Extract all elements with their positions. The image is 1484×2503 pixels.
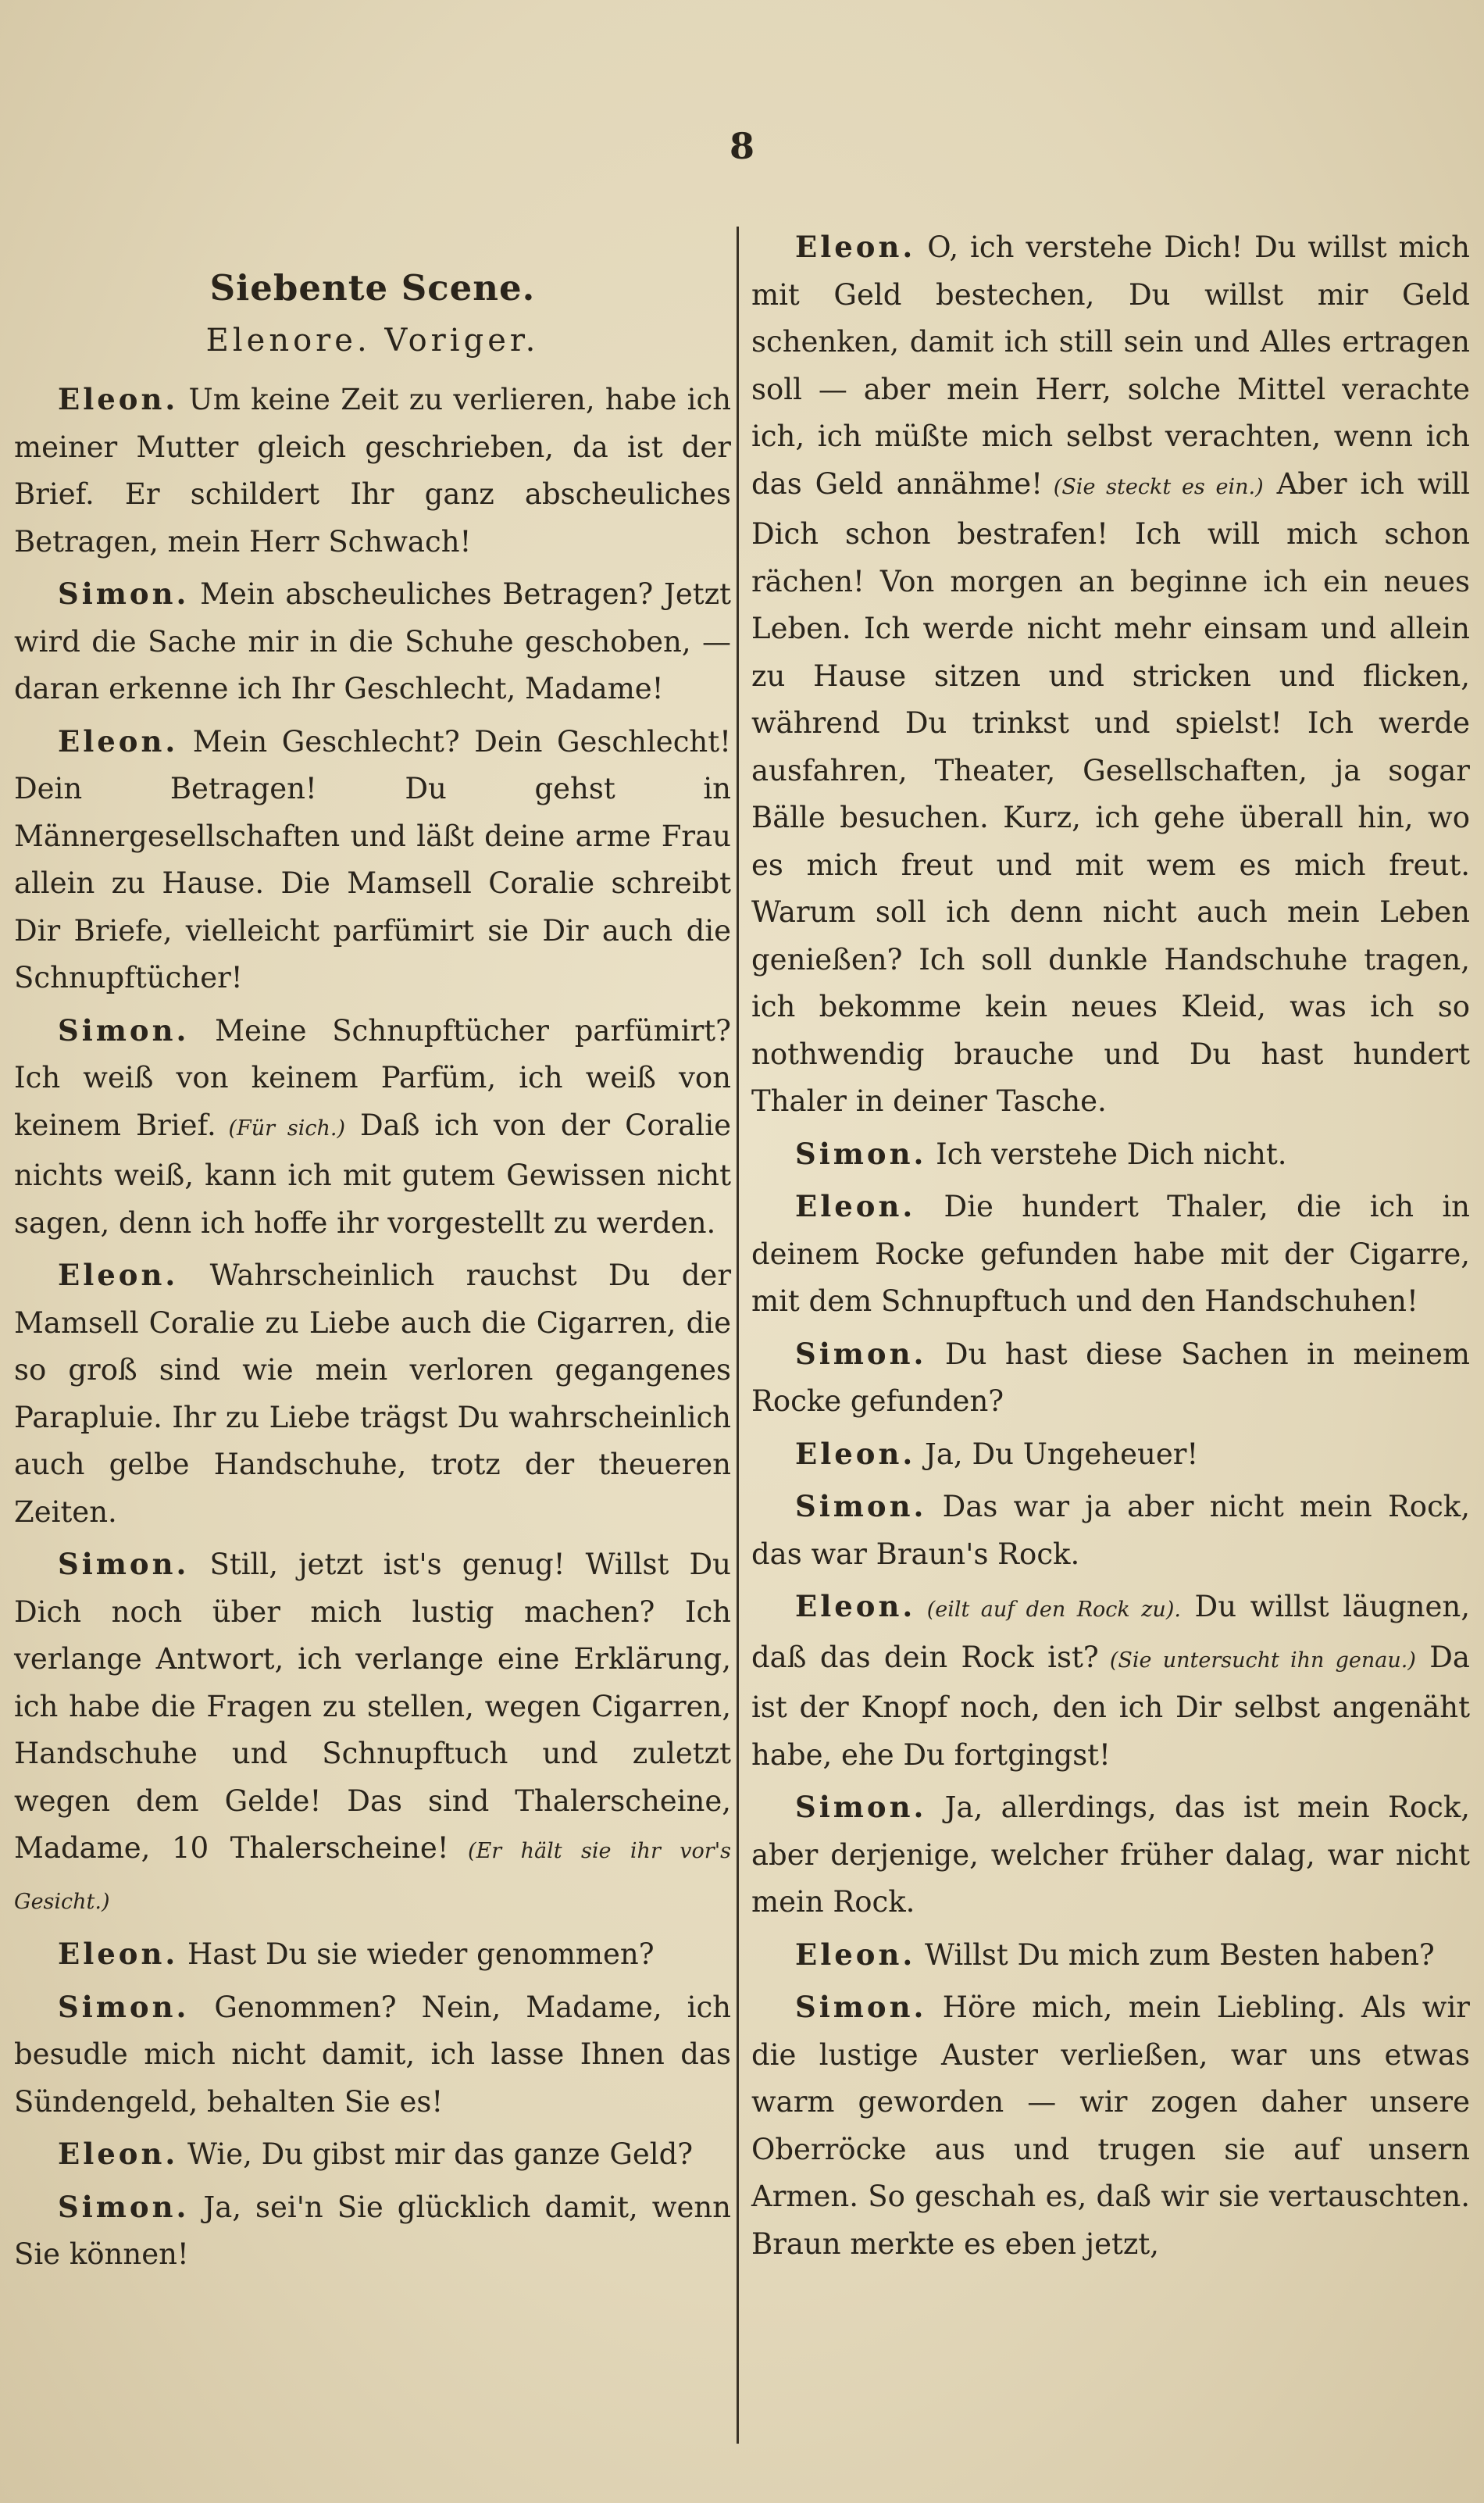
scene-cast: Elenore. Voriger. [205, 323, 540, 359]
dialogue-text: Die hundert Thaler, die ich in deinem Rocke gefunden habe mit der Cigarre, mit dem Schnupftuch und den Handschuhen! [751, 1190, 1470, 1318]
dialogue-paragraph [751, 1784, 1470, 1926]
dialogue-text: Hast Du sie wieder genommen? [178, 1937, 655, 1971]
speaker-name: Simon. [795, 1990, 927, 2024]
dialogue-text: Da ist der Knopf noch, den ich Dir selbst angenäht habe, ehe Du fortgingst! [751, 1640, 1470, 1772]
column-divider [737, 227, 739, 2444]
speaker-name: Eleon. [58, 382, 179, 416]
dialogue-text: Meine Schnupftücher parfümirt? Ich weiß von keinem Parfüm, ich weiß von keinem Brief. [14, 1013, 731, 1142]
dialogue-text: Mein Geschlecht? Dein Geschlecht! Dein Betragen! Du gehst in Männergesellschaften und läßt deine arme Frau allein zu Hause. Die Mamsell Coralie schreibt Dir Briefe, vielleicht parfümirt sie Dir auch die Schnupftücher! [14, 724, 731, 994]
speaker-name: Simon. [58, 2189, 190, 2224]
dialogue-text: Ich verstehe Dich nicht. [926, 1137, 1287, 1171]
speaker-name: Simon. [58, 577, 190, 611]
dialogue-paragraph [14, 718, 731, 1002]
dialogue-text: O, ich verstehe Dich! Du willst mich mit Geld bestechen, Du willst mir Geld schenken, damit ich still sein und Alles ertragen soll — aber mein Herr, solche Mittel verachte ich, ich müßte mich selbst verachten, wenn ich das Geld annähme! [751, 230, 1470, 501]
stage-direction: (Sie steckt es ein.) [1043, 474, 1264, 499]
dialogue-text: Wahrscheinlich rauchst Du der Mamsell Coralie zu Liebe auch die Cigarren, die so groß sind wie mein verloren gegangenes Parapluie. Ihr zu Liebe trägst Du wahrscheinlich auch gelbe Handschuhe, trotz der theueren Zeiten. [14, 1259, 731, 1529]
speaker-name: Simon. [795, 1136, 927, 1171]
speaker-name: Simon. [58, 1012, 190, 1048]
speaker-name: Eleon. [58, 723, 179, 759]
right-column [751, 223, 1470, 2273]
left-column [14, 223, 731, 2283]
speaker-name: Eleon. [795, 1436, 916, 1471]
speaker-name: Eleon. [795, 1189, 916, 1223]
speaker-name: Eleon. [795, 1589, 916, 1623]
dialogue-paragraph [14, 1983, 731, 2126]
dialogue-paragraph [751, 1430, 1470, 1479]
speaker-name: Eleon. [58, 1937, 179, 1971]
dialogue-paragraph [751, 1130, 1470, 1179]
speaker-name: Eleon. [58, 1258, 179, 1292]
speaker-name: Eleon. [58, 2137, 179, 2171]
dialogue-text: Still, jetzt ist's genug! Willst Du Dich noch über mich lustig machen? Ich verlange Antwort, ich verlange eine Erklärung, ich habe die Fragen zu stellen, wegen Cigarren, Handschuhe und Schnupftuch und zuletzt wegen dem Gelde! Das sind Thalerscheine, Madame, 10 Thalerscheine! [14, 1548, 731, 1865]
dialogue-paragraph [14, 1541, 731, 1926]
dialogue-paragraph [14, 1930, 731, 1979]
dialogue-text: Wie, Du gibst mir das ganze Geld? [178, 2137, 694, 2171]
speaker-name: Eleon. [795, 230, 916, 264]
dialogue-text: Daß ich von der Coralie nichts weiß, kann ich mit gutem Gewissen nicht sagen, denn ich hoffe ihr vorgestellt zu werden. [14, 1108, 731, 1240]
dialogue-text: Willst Du mich zum Besten haben? [915, 1937, 1435, 1972]
dialogue-text: Du hast diese Sachen in meinem Rocke gefunden? [751, 1337, 1470, 1418]
speaker-name: Eleon. [795, 1937, 916, 1972]
dialogue-text: Aber ich will Dich schon bestrafen! Ich will mich schon rächen! Von morgen an beginne ich ein neues Leben. Ich werde nicht mehr einsam und allein zu Hause sitzen und stricken und flicken, während Du trinkst und spielst! Ich werde ausfahren, Theater, Gesellschaften, ja sogar Bälle besuchen. Kurz, ich gehe überall hin, wo es mich freut und mit wem es mich freut. Warum soll ich denn nicht auch mein Leben genießen? Ich soll dunkle Handschuhe tragen, ich bekomme kein neues Kleid, was ich so nothwendig brauche und Du hast hundert Thaler in deiner Tasche. [751, 466, 1470, 1118]
dialogue-text: Ja, Du Ungeheuer! [915, 1437, 1199, 1471]
dialogue-paragraph [751, 223, 1470, 1126]
dialogue-paragraph [14, 1007, 731, 1248]
dialogue-paragraph [14, 2130, 731, 2179]
speaker-name: Simon. [795, 1336, 927, 1371]
dialogue-paragraph [751, 1183, 1470, 1326]
dialogue-text: Genommen? Nein, Madame, ich besudle mich nicht damit, ich lasse Ihnen das Sündengeld, behalten Sie es! [14, 1990, 731, 2119]
dialogue-paragraph [751, 1483, 1470, 1578]
speaker-name: Simon. [58, 1989, 190, 2024]
page-number: 8 [729, 125, 754, 167]
dialogue-text: Um keine Zeit zu verlieren, habe ich meiner Mutter gleich geschrieben, da ist der Brief. Er schildert Ihr ganz abscheuliches Betragen, mein Herr Schwach! [14, 383, 731, 559]
stage-direction: (eilt auf den Rock zu). [915, 1598, 1181, 1622]
speaker-name: Simon. [795, 1790, 927, 1824]
dialogue-text: Das war ja aber nicht mein Rock, das war Braun's Rock. [751, 1490, 1470, 1571]
dialogue-paragraph [751, 1583, 1470, 1779]
dialogue-text: Ja, allerdings, das ist mein Rock, aber derjenige, welcher früher dalag, war nicht mein Rock. [751, 1791, 1470, 1919]
dialogue-paragraph [14, 570, 731, 713]
dialogue-text: Höre mich, mein Liebling. Als wir die lustige Auster verließen, war uns etwas warm geworden — wir zogen daher unsere Oberröcke aus und trugen sie auf unsern Armen. So geschah es, daß wir sie vertauschten. Braun merkte es eben jetzt, [751, 1991, 1470, 2261]
dialogue-text: Du willst läugnen, daß das dein Rock ist? [751, 1590, 1471, 1674]
dialogue-paragraph [14, 376, 731, 566]
stage-direction: (Sie untersucht ihn genau.) [1098, 1648, 1416, 1673]
dialogue-text: Mein abscheuliches Betragen? Jetzt wird die Sache mir in die Schuhe geschoben, — daran erkenne ich Ihr Geschlecht, Madame! [14, 577, 731, 705]
dialogue-paragraph [751, 1983, 1470, 2268]
stage-direction: (Er hält sie ihr vor's Gesicht.) [14, 1839, 731, 1914]
dialogue-paragraph [14, 2183, 731, 2279]
speaker-name: Simon. [58, 1547, 190, 1581]
scene-title: Siebente Scene. [209, 267, 536, 309]
dialogue-paragraph [14, 1252, 731, 1536]
dialogue-paragraph [751, 1330, 1470, 1426]
stage-direction: (Für sich.) [216, 1116, 346, 1141]
dialogue-paragraph [751, 1931, 1470, 1980]
speaker-name: Simon. [795, 1489, 927, 1523]
dialogue-text: Ja, sei'n Sie glücklich damit, wenn Sie können! [14, 2190, 731, 2271]
